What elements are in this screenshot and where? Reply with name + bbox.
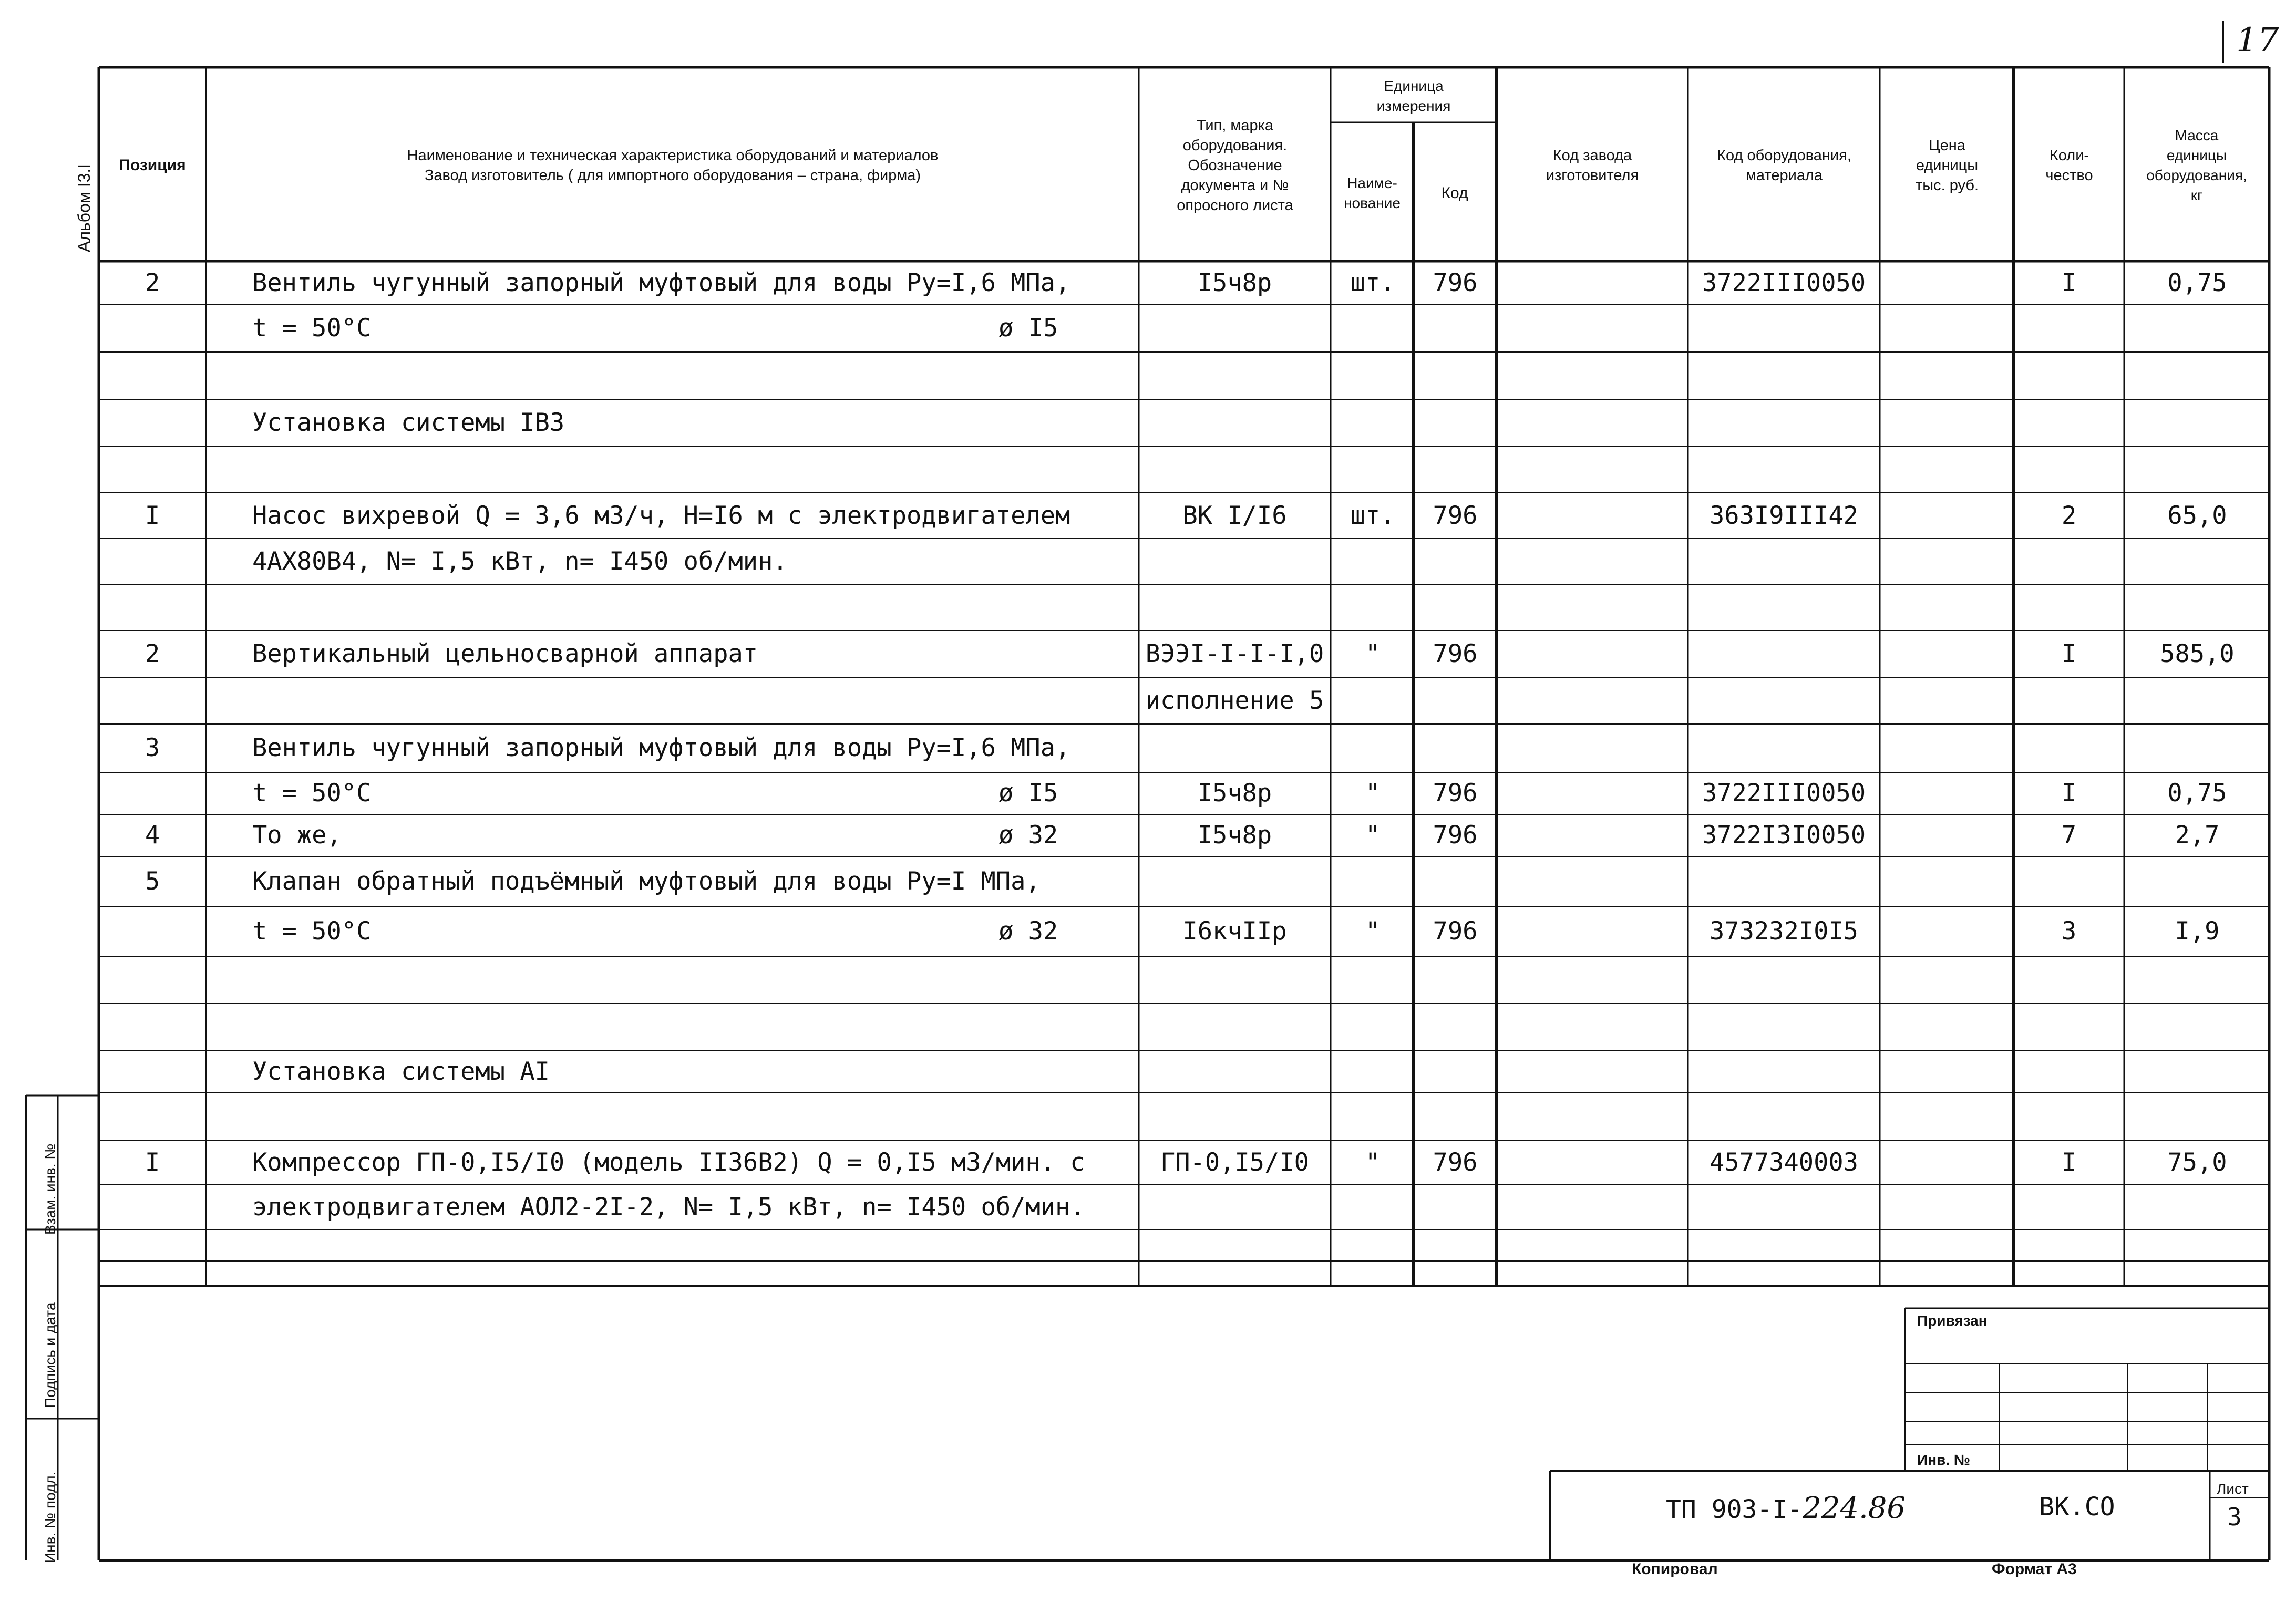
stamp-inv-label: Инв. №	[1917, 1452, 1971, 1468]
sheet-number: 3	[2227, 1503, 2242, 1531]
header-price: Цена единицы тыс. руб.	[1915, 137, 1979, 194]
row-name: Вертикальный цельносварной аппарат	[252, 639, 758, 668]
header-unit-group: Единица измерения	[1376, 77, 1451, 114]
row-name: Компрессор ГП-0,I5/I0 (модель II36В2) Q = 0,I5 м3/мин. с	[252, 1147, 1085, 1177]
row-type: ВК I/I6	[1182, 501, 1287, 530]
footer-format: Формат А3	[1992, 1560, 2077, 1578]
row-type: ВЭЭI-I-I-I,0	[1145, 639, 1324, 668]
row-diameter: ø I5	[998, 314, 1058, 343]
row-code: 796	[1433, 639, 1478, 668]
doc-code-print: ТП 903-I-	[1666, 1495, 1803, 1524]
row-unit: "	[1365, 916, 1381, 946]
row-unit: "	[1365, 639, 1381, 668]
row-position: 2	[145, 639, 160, 668]
sheet-label: Лист	[2217, 1481, 2249, 1497]
row-name: Установка системы IВЗ	[252, 408, 565, 437]
footer-copied: Копировал	[1632, 1560, 1718, 1578]
header-unit-name: Наиме- нование	[1344, 174, 1401, 211]
header-position: Позиция	[119, 157, 186, 174]
row-name: Клапан обратный подъёмный муфтовый для воды Ру=I МПа,	[252, 866, 1041, 896]
header-equipment-code: Код оборудования, материала	[1717, 147, 1851, 184]
row-mass: 2,7	[2175, 821, 2220, 850]
row-type: I6кчIIр	[1182, 916, 1287, 946]
row-type: ГП-0,I5/I0	[1160, 1147, 1309, 1177]
row-position: 2	[145, 268, 160, 297]
side-label-vzam: Взам. инв. №	[42, 1143, 58, 1235]
row-type: исполнение 5	[1145, 686, 1324, 715]
row-equipment-code: 4577340003	[1710, 1147, 1858, 1177]
row-code: 796	[1433, 1147, 1478, 1177]
row-quantity: 3	[2061, 916, 2077, 946]
row-mass: 75,0	[2167, 1147, 2227, 1177]
row-name: электродвигателем АОЛ2-2I-2, N= I,5 кВт, n= I450 об/мин.	[252, 1192, 1085, 1222]
row-name: Насос вихревой Q = 3,6 м3/ч, Н=I6 м с электродвигателем	[252, 501, 1070, 530]
header-name: Наименование и техническая характеристика оборудований и материалов Завод изготовитель ( для импортного оборудования – страна, фирма)	[407, 147, 939, 184]
side-label-sign: Подпись и дата	[42, 1302, 58, 1408]
row-equipment-code: 3722III0050	[1702, 779, 1866, 808]
header-quantity: Коли- чество	[2045, 147, 2093, 184]
doc-code-handwritten: 224.86	[1803, 1491, 1906, 1525]
page-number: 17	[2236, 21, 2279, 60]
row-position: I	[145, 1147, 160, 1177]
section-code: ВК.СО	[2039, 1492, 2115, 1522]
row-code: 796	[1433, 779, 1478, 808]
row-quantity: 7	[2061, 821, 2077, 850]
row-equipment-code: 3722III0050	[1702, 268, 1866, 297]
row-code: 796	[1433, 268, 1478, 297]
row-equipment-code: 373232I0I5	[1710, 916, 1858, 946]
row-diameter: ø I5	[998, 779, 1058, 808]
row-quantity: I	[2061, 268, 2077, 297]
row-mass: 585,0	[2160, 639, 2235, 668]
row-name: t = 50°C	[252, 916, 372, 946]
row-unit: "	[1365, 821, 1381, 850]
row-quantity: 2	[2061, 501, 2077, 530]
row-mass: I,9	[2175, 916, 2220, 946]
row-position: I	[145, 501, 160, 530]
row-position: 3	[145, 733, 160, 762]
row-unit: "	[1365, 779, 1381, 808]
row-unit: шт.	[1350, 501, 1395, 530]
row-equipment-code: 363I9III42	[1710, 501, 1858, 530]
row-type: I5ч8р	[1197, 268, 1272, 297]
row-diameter: ø 32	[998, 821, 1058, 850]
side-label-inv-podl: Инв. № подл.	[42, 1471, 58, 1563]
row-diameter: ø 32	[998, 916, 1058, 946]
header-type: Тип, марка оборудования. Обозначение документа и № опросного листа	[1177, 117, 1293, 214]
stamp-bound-label: Привязан	[1917, 1312, 1988, 1329]
row-mass: 65,0	[2167, 501, 2227, 530]
row-quantity: I	[2061, 1147, 2077, 1177]
row-unit: шт.	[1350, 268, 1395, 297]
album-label: Альбом I3.I	[75, 163, 94, 252]
row-code: 796	[1433, 501, 1478, 530]
row-position: 5	[145, 866, 160, 896]
row-name: 4АХ80В4, N= I,5 кВт, n= I450 об/мин.	[252, 546, 788, 576]
row-name: Вентиль чугунный запорный муфтовый для воды Ру=I,6 МПа,	[252, 733, 1070, 762]
header-mass: Масса единицы оборудования, кг	[2146, 127, 2247, 203]
header-unit-code: Код	[1441, 184, 1468, 202]
row-name: t = 50°C	[252, 314, 372, 343]
row-type: I5ч8р	[1197, 779, 1272, 808]
row-quantity: I	[2061, 639, 2077, 668]
row-mass: 0,75	[2167, 779, 2227, 808]
row-name: Вентиль чугунный запорный муфтовый для воды Ру=I,6 МПа,	[252, 268, 1070, 297]
row-code: 796	[1433, 916, 1478, 946]
row-type: I5ч8р	[1197, 821, 1272, 850]
row-code: 796	[1433, 821, 1478, 850]
row-equipment-code: 3722I3I0050	[1702, 821, 1866, 850]
row-name: То же,	[252, 821, 342, 850]
header-factory-code: Код завода изготовителя	[1546, 147, 1639, 184]
row-name: t = 50°C	[252, 779, 372, 808]
row-mass: 0,75	[2167, 268, 2227, 297]
doc-code	[1666, 1491, 1906, 1525]
row-unit: "	[1365, 1147, 1381, 1177]
row-name: Установка системы АI	[252, 1057, 550, 1086]
row-position: 4	[145, 821, 160, 850]
row-quantity: I	[2061, 779, 2077, 808]
